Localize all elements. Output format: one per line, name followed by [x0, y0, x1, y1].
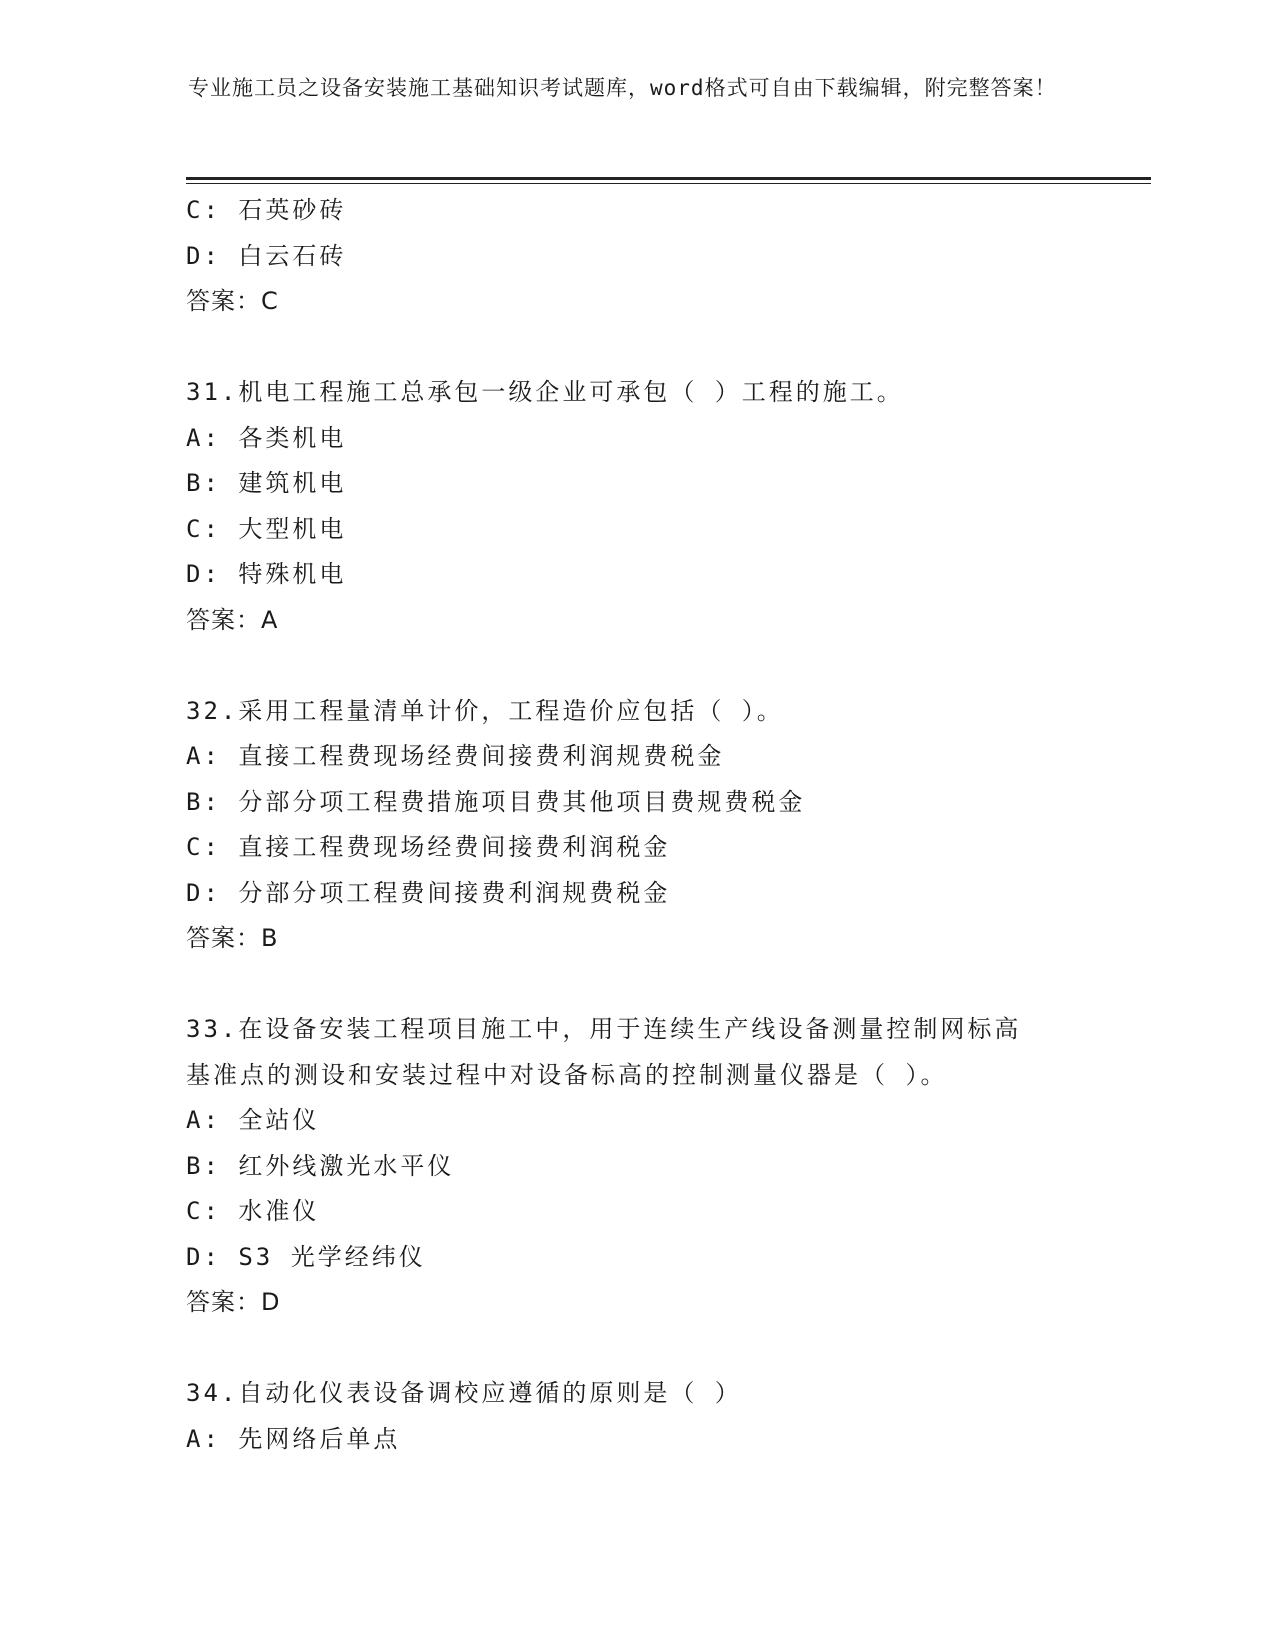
header-divider-thick [186, 177, 1151, 180]
option-c: C: 直接工程费现场经费间接费利润税金 [186, 833, 671, 861]
option-d: D: 白云石砖 [186, 241, 347, 270]
option-b: B: 红外线激光水平仪 [186, 1151, 455, 1180]
question-text-line-2: 基准点的测设和安装过程中对设备标高的控制测量仪器是（ ）。 [186, 1060, 948, 1089]
spacer [186, 325, 1146, 371]
option-c: C: 大型机电 [186, 514, 347, 543]
option-a: A: 直接工程费现场经费间接费利润规费税金 [186, 742, 725, 770]
option-d: D: S3 光学经纬仪 [186, 1242, 426, 1271]
header-title: 专业施工员之设备安装施工基础知识考试题库，word格式可自由下载编辑，附完整答案！ [188, 76, 1057, 100]
answer: 答案：C [186, 287, 279, 315]
spacer [186, 1326, 1146, 1372]
option-c: C: 水准仪 [186, 1197, 320, 1225]
question-list [186, 188, 1146, 1462]
page-header [188, 72, 1068, 105]
spacer [186, 643, 1146, 689]
question-33-block [186, 1007, 1146, 1326]
question-31-block [186, 370, 1146, 643]
spacer [186, 962, 1146, 1008]
answer: 答案：A [186, 605, 279, 634]
answer: 答案：B [186, 924, 279, 952]
question-30-block [186, 188, 1146, 325]
option-c: C: 石英砂砖 [186, 196, 347, 224]
question-34-block [186, 1371, 1146, 1462]
answer: 答案：D [186, 1288, 281, 1316]
option-a: A: 先网络后单点 [186, 1424, 401, 1453]
option-a: A: 各类机电 [186, 423, 347, 452]
question-text-line-1: 33.在设备安装工程项目施工中，用于连续生产线设备测量控制网标高 [186, 1015, 1022, 1043]
question-text: 32.采用工程量清单计价，工程造价应包括（ ）。 [186, 696, 784, 725]
option-d: D: 特殊机电 [186, 560, 347, 588]
option-b: B: 分部分项工程费措施项目费其他项目费规费税金 [186, 787, 806, 816]
option-d: D: 分部分项工程费间接费利润规费税金 [186, 878, 671, 907]
option-b: B: 建筑机电 [186, 469, 347, 497]
question-text: 31.机电工程施工总承包一级企业可承包（ ）工程的施工。 [186, 378, 904, 406]
question-text: 34.自动化仪表设备调校应遵循的原则是（ ） [186, 1379, 742, 1407]
question-32-block [186, 689, 1146, 962]
header-divider-thin [186, 183, 1151, 184]
option-a: A: 全站仪 [186, 1106, 320, 1134]
